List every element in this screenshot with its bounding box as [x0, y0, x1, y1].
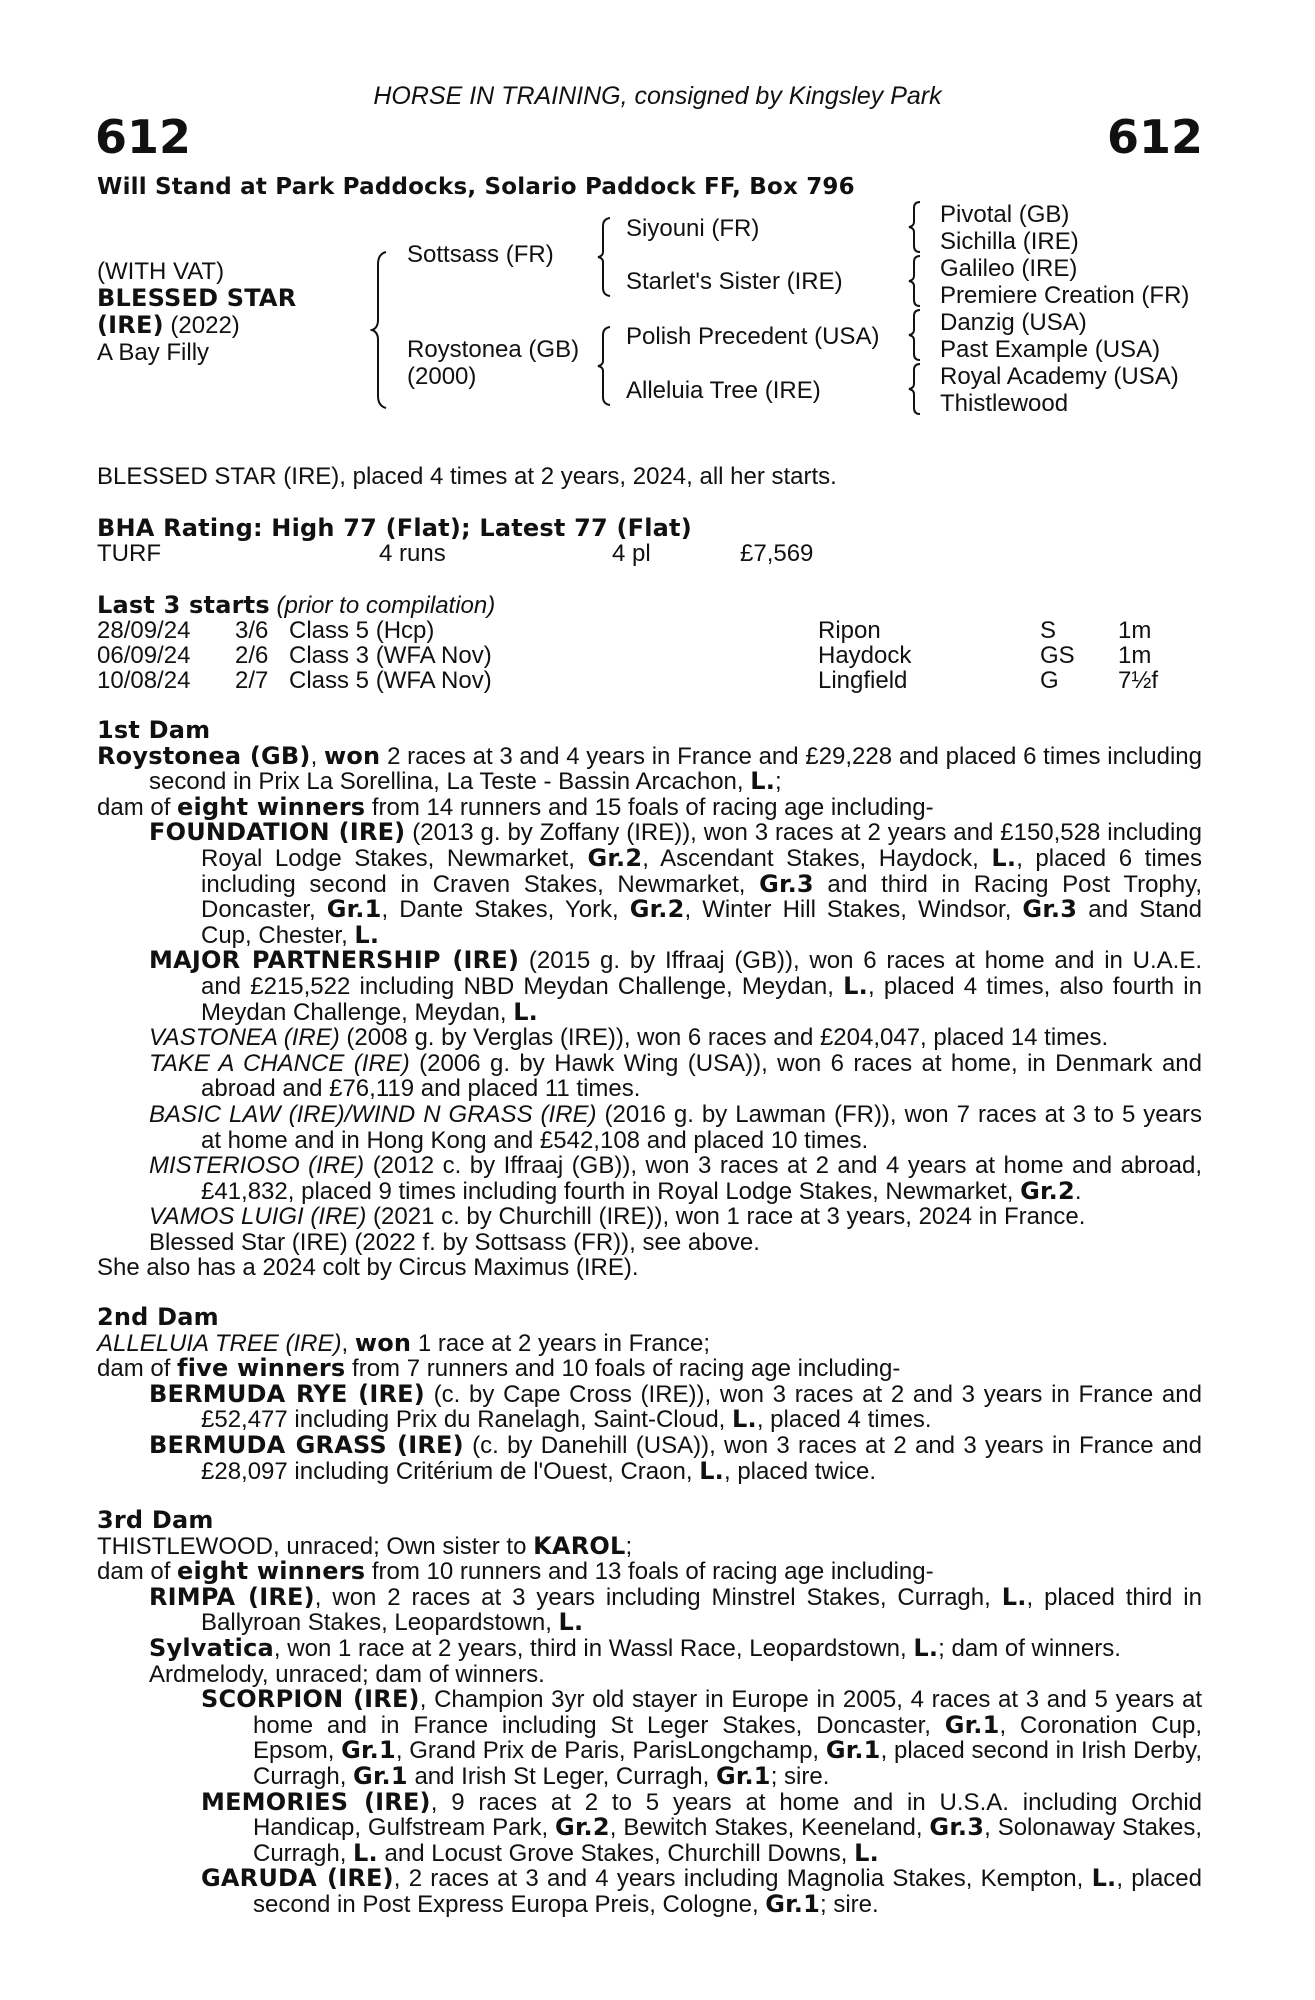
produce-entry — [97, 1687, 1202, 1789]
produce-text: , placed third in Ballyroan Stakes, Leopardstown, — [201, 1583, 1202, 1637]
produce-entry — [97, 1787, 1203, 1867]
grade-label: L. — [732, 1405, 757, 1434]
produce-entry — [97, 820, 1202, 948]
grade-label: Gr.2 — [587, 843, 643, 872]
produce-text: , placed second in Irish Derby, Curragh, — [253, 1737, 1203, 1790]
start-position: 2/7 — [235, 667, 269, 694]
produce-text: , 9 races at 2 to 5 years at home and in U.S.A. including Orchid Handicap, Gulfstream Park, — [253, 1788, 1202, 1842]
grade-label: L. — [854, 1838, 879, 1867]
produce-text: , Bewitch Stakes, Keeneland, — [609, 1814, 930, 1842]
consign-line: HORSE IN TRAINING, consigned by Kingsley Park — [373, 82, 942, 110]
produce-name: SCORPION (IRE) — [201, 1685, 420, 1714]
produce-text: (2016 g. by Lawman (FR)), won 7 races at 3 to 5 years at home and in Hong Kong and £542,108 and placed 10 times. — [201, 1100, 1202, 1154]
dam-of-label: dam of — [97, 1558, 178, 1586]
produce-entry — [97, 1051, 1202, 1102]
third-dam-heading: 3rd Dam — [97, 1506, 214, 1534]
second-dam-record — [97, 1328, 1202, 1357]
produce-name: BERMUDA RYE (IRE) — [149, 1379, 425, 1408]
rating-earnings: £7,569 — [740, 540, 814, 567]
produce-name: BASIC LAW (IRE)/WIND N GRASS (IRE) — [149, 1100, 597, 1128]
start-course: Ripon — [818, 617, 881, 644]
produce-text: ; dam of winners. — [938, 1634, 1121, 1662]
second-dam-section — [97, 1305, 1202, 1484]
horse-year: (2022) — [163, 312, 240, 339]
winners-count: eight winners — [177, 1557, 366, 1586]
start-course: Lingfield — [818, 667, 908, 694]
start-going: GS — [1040, 642, 1075, 669]
grade-label: L. — [354, 920, 380, 949]
produce-text: (2013 g. by Zoffany (IRE)), won 3 races at 2 years and £150,528 including Royal Lodge Stakes, Newmarket, — [201, 819, 1202, 872]
rating-placed: 4 pl — [612, 540, 651, 567]
produce-text: (2008 g. by Verglas (IRE)), won 6 races and £204,047, placed 14 times. — [339, 1024, 1109, 1052]
produce-text: , 2 races at 3 and 4 years including Magnolia Stakes, Kempton, — [393, 1865, 1092, 1893]
pedigree-brace-sire — [597, 216, 613, 298]
race-summary: BLESSED STAR (IRE), placed 4 times at 2 years, 2024, all her starts. — [97, 463, 837, 490]
grade-label: Gr.1 — [715, 1761, 771, 1790]
produce-name: GARUDA (IRE) — [201, 1864, 394, 1893]
first-dam-section — [97, 718, 1202, 1281]
first-dam-record: Roystonea (GB), won 2 races at 3 and 4 years in France and £29,228 and placed 6 times including second in Prix La Sorellina, La Teste - Bassin Arcachon, L.; — [97, 741, 1202, 796]
produce-text: (2012 c. by Iffraaj (GB)), won 3 races at 2 and 4 years at home and abroad, £41,832, placed 9 times including fourth in Royal Lodge Stakes, Newmarket, — [201, 1152, 1202, 1205]
produce-text: from 10 runners and 13 foals of racing age including- — [365, 1558, 934, 1586]
grade-label: Gr.1 — [944, 1710, 1000, 1739]
pedigree-g7: Royal Academy (USA) — [940, 363, 1179, 390]
produce-text: ; sire. — [820, 1890, 879, 1918]
rating-heading: BHA Rating: High 77 (Flat); Latest 77 (Flat) — [97, 514, 692, 542]
produce-entry: Blessed Star (IRE) (2022 f. by Sottsass (FR)), see above. — [149, 1228, 760, 1256]
pedigree-brace-dam — [597, 325, 613, 407]
first-dam-name: Roystonea (GB) — [97, 741, 311, 770]
pedigree-sire: Sottsass (FR) — [407, 241, 554, 268]
produce-text: , Solonaway Stakes, Curragh, — [253, 1814, 1203, 1867]
produce-name: Sylvatica — [149, 1633, 274, 1662]
start-distance: 7½f — [1118, 667, 1159, 694]
third-dam-record — [97, 1531, 1202, 1560]
winners-count: five winners — [177, 1354, 346, 1383]
produce-entry — [97, 948, 1202, 1025]
punct: . — [1074, 1177, 1082, 1205]
last-starts-note: (prior to compilation) — [269, 592, 496, 619]
grade-label: Gr.1 — [326, 895, 382, 924]
produce-name: RIMPA (IRE) — [149, 1582, 315, 1611]
pedigree-sire-sire: Siyouni (FR) — [626, 215, 760, 242]
produce-entry — [97, 1430, 1202, 1485]
grade-label: Gr.2 — [629, 895, 685, 924]
produce-text: , placed twice. — [724, 1457, 877, 1485]
last-starts-title: Last 3 starts — [97, 591, 270, 619]
produce-text: , won 2 races at 3 years including Minstrel Stakes, Curragh, — [314, 1583, 1002, 1611]
horse-details — [97, 258, 296, 366]
produce-text: , placed 4 times, also fourth in Meydan Challenge, Meydan, — [201, 972, 1202, 1026]
produce-name: FOUNDATION (IRE) — [149, 818, 406, 847]
produce-text: , Champion 3yr old stayer in Europe in 2005, 4 races at 3 and 5 years at home and in France including St Leger Stakes, Doncaster, — [253, 1686, 1202, 1739]
grade-label: L. — [1001, 1582, 1027, 1611]
second-dam-name: ALLELUIA TREE (IRE) — [97, 1329, 342, 1357]
start-course: Haydock — [818, 642, 912, 669]
horse-description: A Bay Filly — [97, 339, 210, 366]
second-dam-produce-summary — [97, 1356, 1202, 1382]
dam-of-label: dam of — [97, 1355, 178, 1383]
third-dam-text: THISTLEWOOD, unraced; Own sister to — [97, 1532, 534, 1560]
pedigree-g8: Thistlewood — [940, 390, 1069, 417]
produce-text: , placed 6 times including second in Craven Stakes, Newmarket, — [201, 844, 1202, 898]
pedigree-brace-g1 — [908, 200, 922, 254]
grade-label: L. — [1091, 1864, 1117, 1893]
pedigree-g6: Past Example (USA) — [940, 336, 1161, 363]
start-date: 28/09/24 — [97, 617, 191, 644]
produce-text: , placed 4 times. — [756, 1406, 932, 1434]
start-date: 06/09/24 — [97, 642, 191, 669]
produce-text: , placed second in Post Express Europa Preis, Cologne, — [253, 1865, 1202, 1918]
won-label: won — [354, 1328, 412, 1357]
grade-label: L. — [913, 1633, 939, 1662]
start-going: G — [1040, 667, 1059, 694]
pedigree-g5: Danzig (USA) — [940, 309, 1087, 336]
winners-count: eight winners — [177, 792, 366, 821]
produce-name: MEMORIES (IRE) — [201, 1787, 431, 1816]
horse-suffix: (IRE) — [97, 311, 164, 339]
pedigree-dam-year: (2000) — [407, 363, 477, 390]
start-going: S — [1040, 617, 1057, 644]
pedigree-g3: Galileo (IRE) — [940, 255, 1078, 282]
produce-name: BERMUDA GRASS (IRE) — [149, 1430, 464, 1459]
stand-location: Will Stand at Park Paddocks, Solario Paddock FF, Box 796 — [97, 174, 855, 200]
grade-label: L. — [699, 1456, 724, 1485]
produce-text: and Irish St Leger, Curragh, — [407, 1762, 716, 1790]
start-distance: 1m — [1118, 617, 1152, 644]
pedigree-sire-dam: Starlet's Sister (IRE) — [626, 268, 843, 295]
vat-note: (WITH VAT) — [97, 258, 225, 285]
first-dam-heading: 1st Dam — [97, 716, 211, 744]
dam-of-label: dam of — [97, 793, 178, 821]
produce-text: , Dante Stakes, York, — [381, 896, 630, 924]
produce-text: (c. by Cape Cross (IRE)), won 3 races at 2 and 3 years in France and £52,477 including Prix du Ranelagh, Saint-Cloud, — [201, 1380, 1202, 1434]
first-dam-text: 2 races at 3 and 4 years in France and £29,228 and placed 6 times including second in Prix La Sorellina, La Teste - Bassin Arcachon, — [149, 742, 1202, 796]
start-position: 2/6 — [235, 642, 269, 669]
grade-label: L. — [353, 1838, 378, 1867]
produce-text: (2015 g. by Iffraaj (GB)), won 6 races at home and in U.A.E. and £215,522 including NBD Meydan Challenge, Meydan, — [201, 947, 1202, 1000]
produce-entry — [97, 1866, 1202, 1917]
produce-entry — [97, 1379, 1202, 1434]
pedigree-brace-main — [370, 250, 390, 410]
produce-text: ; sire. — [770, 1762, 830, 1790]
produce-text: (c. by Danehill (USA)), won 3 races at 2 and 3 years in France and £28,097 including Critérium de l'Ouest, Craon, — [201, 1431, 1202, 1485]
grade-label: Gr.3 — [929, 1813, 985, 1842]
grade-label: L. — [750, 767, 776, 796]
punct: , — [341, 1329, 355, 1357]
start-race: Class 5 (WFA Nov) — [289, 667, 492, 694]
produce-text: (2021 c. by Churchill (IRE)), won 1 race at 3 years, 2024 in France. — [366, 1203, 1086, 1231]
grade-label: Gr.1 — [825, 1736, 881, 1765]
produce-entry — [97, 1204, 1202, 1230]
third-dam-section — [97, 1508, 1202, 1918]
produce-text: , Winter Hill Stakes, Windsor, — [684, 896, 1023, 924]
pedigree-g1: Pivotal (GB) — [940, 201, 1070, 228]
last-starts-heading — [97, 592, 495, 619]
produce-entry — [97, 1102, 1202, 1153]
pedigree-dam: Roystonea (GB) — [407, 336, 580, 363]
grade-label: L. — [558, 1608, 584, 1637]
pedigree-g4: Premiere Creation (FR) — [940, 282, 1190, 309]
grade-label: Gr.2 — [1020, 1176, 1075, 1205]
second-dam-heading: 2nd Dam — [97, 1303, 219, 1331]
produce-text: , Ascendant Stakes, Haydock, — [642, 844, 992, 872]
produce-text: , won 1 race at 2 years, third in Wassl Race, Leopardstown, — [273, 1634, 914, 1662]
grade-label: Gr.1 — [341, 1736, 396, 1765]
start-race: Class 5 (Hcp) — [289, 617, 435, 644]
produce-entry — [97, 1633, 1202, 1662]
produce-name: VAMOS LUIGI (IRE) — [149, 1203, 367, 1231]
lot-number-right: 612 — [1106, 110, 1203, 164]
pedigree-dam-sire: Polish Precedent (USA) — [626, 323, 880, 350]
produce-text: , Grand Prix de Paris, ParisLongchamp, — [395, 1737, 826, 1765]
first-dam-produce-summary — [97, 792, 1202, 821]
grade-label: L. — [513, 997, 538, 1026]
produce-entry — [97, 1582, 1202, 1637]
third-dam-produce-summary — [97, 1559, 1202, 1585]
pedigree-dam-dam: Alleluia Tree (IRE) — [626, 377, 821, 404]
won-label: won — [323, 741, 381, 770]
produce-text: and third in Racing Post Trophy, Doncaster, — [201, 870, 1203, 924]
produce-entry — [97, 1153, 1202, 1204]
grade-label: Gr.3 — [1022, 895, 1078, 924]
pedigree-brace-g2 — [908, 254, 922, 308]
horse-name: BLESSED STAR — [97, 284, 297, 312]
rating-runs: 4 runs — [379, 540, 446, 567]
produce-name: TAKE A CHANCE (IRE) — [149, 1049, 410, 1077]
start-position: 3/6 — [235, 617, 269, 644]
produce-entry — [97, 1025, 1202, 1051]
produce-text: and Locust Grove Stakes, Churchill Downs, — [377, 1839, 855, 1867]
sibling-name: KAROL — [533, 1531, 626, 1560]
punct: ; — [625, 1532, 633, 1560]
grade-label: Gr.3 — [759, 869, 814, 898]
start-distance: 1m — [1118, 642, 1152, 669]
produce-name: MISTERIOSO (IRE) — [149, 1152, 365, 1180]
rating-surface: TURF — [97, 540, 161, 567]
second-dam-text: 1 race at 2 years in France; — [411, 1329, 711, 1357]
grade-label: L. — [991, 843, 1017, 872]
produce-name: MAJOR PARTNERSHIP (IRE) — [149, 946, 520, 975]
first-dam-footer: She also has a 2024 colt by Circus Maximus (IRE). — [97, 1254, 639, 1282]
grade-label: L. — [843, 971, 868, 1000]
produce-text: and Stand Cup, Chester, — [201, 896, 1202, 949]
start-race: Class 3 (WFA Nov) — [289, 642, 492, 669]
grade-label: Gr.1 — [765, 1889, 821, 1918]
produce-text: , Coronation Cup, Epsom, — [253, 1711, 1202, 1765]
produce-entry: Ardmelody, unraced; dam of winners. — [149, 1660, 545, 1688]
start-date: 10/08/24 — [97, 667, 191, 694]
produce-text: (2006 g. by Hawk Wing (USA)), won 6 races at home, in Denmark and abroad and £76,119 and placed 11 times. — [201, 1049, 1202, 1103]
pedigree-brace-g4 — [908, 362, 922, 416]
produce-text: from 14 runners and 15 foals of racing age including- — [365, 793, 934, 821]
punct: ; — [775, 768, 782, 796]
pedigree-brace-g3 — [908, 308, 922, 362]
lot-number-left: 612 — [95, 110, 192, 164]
grade-label: Gr.1 — [353, 1761, 408, 1790]
produce-name: VASTONEA (IRE) — [149, 1024, 340, 1052]
pedigree-g2: Sichilla (IRE) — [940, 228, 1079, 255]
produce-text: from 7 runners and 10 foals of racing age including- — [345, 1355, 901, 1383]
grade-label: Gr.2 — [555, 1813, 610, 1842]
